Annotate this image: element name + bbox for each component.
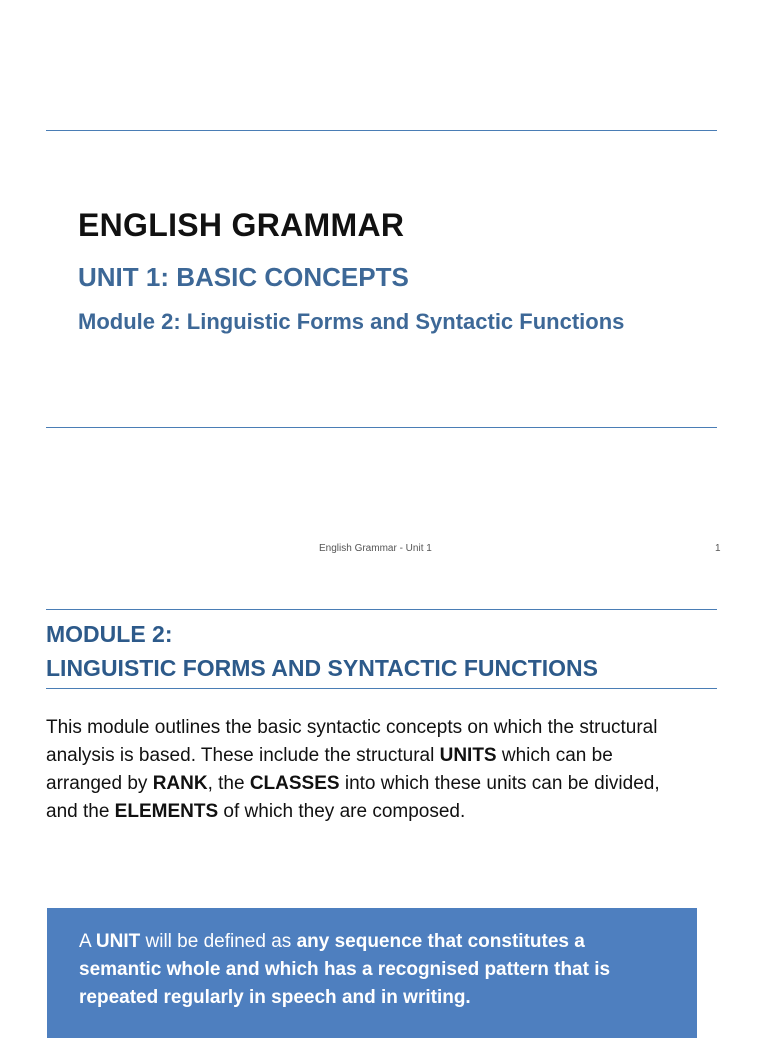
def-text: will be defined as bbox=[140, 931, 297, 952]
bottom-divider bbox=[46, 427, 717, 428]
para-text: This module outlines the basic syntactic concepts on which the structural analysis is based. These include the structural bbox=[46, 717, 658, 766]
def-text: A bbox=[79, 931, 96, 952]
term-classes: CLASSES bbox=[249, 773, 340, 794]
para-text: of which they are composed. bbox=[218, 801, 466, 822]
module-heading-bottom-rule bbox=[46, 688, 717, 689]
unit-definition bbox=[79, 928, 669, 1012]
term-units: UNITS bbox=[439, 745, 497, 766]
term-elements: ELEMENTS bbox=[114, 801, 219, 822]
slide-title: ENGLISH GRAMMAR bbox=[78, 207, 405, 243]
unit-subtitle: UNIT 1: BASIC CONCEPTS bbox=[78, 262, 409, 292]
term-unit: UNIT bbox=[95, 931, 141, 952]
module-heading-line2: LINGUISTIC FORMS AND SYNTACTIC FUNCTIONS bbox=[46, 655, 598, 681]
module-heading-top-rule bbox=[46, 609, 717, 610]
module-heading bbox=[46, 617, 598, 685]
definition-box bbox=[47, 908, 697, 1038]
module-description bbox=[46, 714, 686, 826]
para-text: , the bbox=[207, 773, 250, 794]
para-text: which can be arranged by bbox=[46, 745, 613, 794]
definition-emphasis: any sequence that constitutes a semantic whole and which has a recognised pattern that is repeated regularly in speech and in writing. bbox=[79, 931, 611, 1008]
module-heading-line1: MODULE 2: bbox=[46, 621, 173, 647]
slide-footer: English Grammar - Unit 1 bbox=[319, 543, 432, 554]
term-rank: RANK bbox=[152, 773, 208, 794]
para-text: into which these units can be divided, and the bbox=[46, 773, 660, 822]
page-number: 1 bbox=[715, 543, 721, 554]
top-divider bbox=[46, 130, 717, 131]
module-subtitle: Module 2: Linguistic Forms and Syntactic Functions bbox=[78, 309, 625, 334]
